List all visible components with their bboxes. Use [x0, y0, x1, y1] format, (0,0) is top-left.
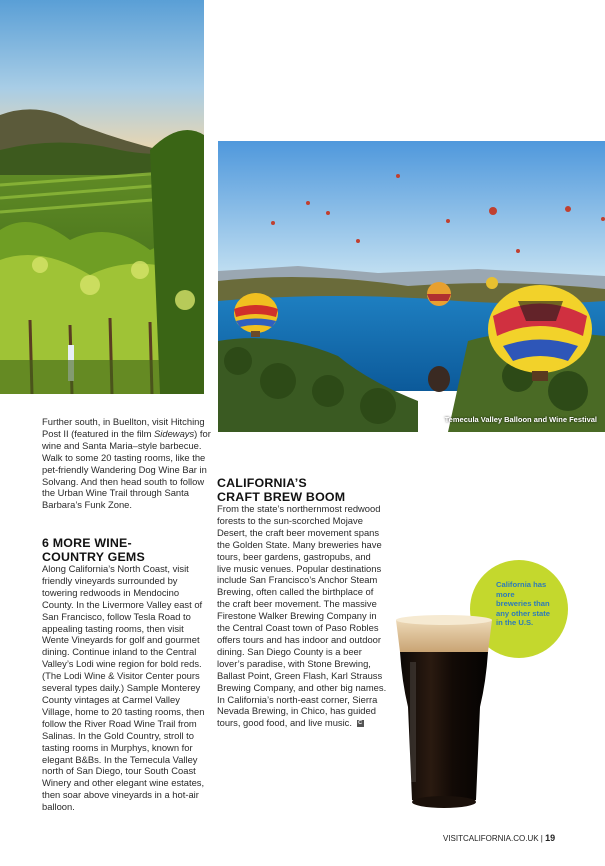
craft-brew-body: [217, 503, 387, 729]
footer-site: VISITCALIFORNIA.CO.UK: [443, 834, 539, 843]
balloon-photo: [218, 141, 605, 432]
brew-heading-line2: CRAFT BREW BOOM: [217, 489, 346, 504]
wine-gems-body: Along California’s North Coast, visit friendly vineyards surrounded by towering redwoods in Mendocino County. In the Livermore Valley east of San Francisco, follow Tesla Road to appealing tasting rooms, then visit Wente Vineyards for golf and gourmet dining. Continue inland to the Central Valley’s Lodi wine region for bold reds. (The Lodi Wine & Visitor Center pours several types daily.) Sample Monterey County vintages at Carmel Valley Village, home to 20 tasting rooms, then follow the River Road Wine Trail from Salinas. In the Gold Country, stroll to tasting rooms in Murphys, known for elegant B&Bs. In the Temecula Valley north of San Diego, tour South Coast Winery and other elegant wine estates, then soar above vineyards in a hot-air balloon.: [42, 563, 205, 813]
craft-brew-text: From the state’s northernmost redwood forests to the sun-scorched Mojave Desert, the craft beer movement spans the Golden State. Many breweries have tours, beer gardens, gastropubs, and live music venues. Popular destinations include San Francisco’s Anchor Steam Brewing, often called the birthplace of the craft beer movement. The massive Firestone Walker Brewing Company in the Central Coast town of Paso Robles offers tours and has indoor and outdoor dining. San Diego County is a beer lover’s paradise, with Stone Brewing, Ballast Point, Green Flash, Karl Strauss Brewing Company, and other big names. In California’s north-east corner, Sierra Nevada Brewing, in Chico, has guided tours, good food, and live music.: [217, 503, 387, 729]
wine-gems-heading: [42, 537, 212, 564]
footer-separator: |: [538, 834, 546, 843]
photo-caption: Temecula Valley Balloon and Wine Festival: [444, 415, 597, 424]
film-title: Sideways: [154, 427, 195, 439]
intro-paragraph: [42, 416, 212, 511]
intro-text-2: ) for wine and Santa Maria–style barbecue. Walk to some 20 tasting rooms, like the pet-friendly Wandering Dog Wine Bar in Solvang. And then head south to follow the Urban Wine Trail through Santa Barbara’s Funk Zone.: [42, 427, 211, 511]
page-footer: [443, 833, 555, 843]
vineyard-photo: [0, 0, 204, 394]
page-number: 19: [545, 833, 556, 843]
beer-glass-photo: [388, 612, 500, 812]
end-mark-icon: C: [358, 720, 363, 727]
brew-heading-line1: CALIFORNIA’S: [217, 476, 307, 490]
fact-bubble-text: California has more breweries than any other state in the U.S.: [496, 580, 551, 628]
wine-heading-line2: COUNTRY GEMS: [42, 549, 145, 564]
intro-text-1: Further south, in Buellton, visit Hitching Post II (featured in the film: [42, 416, 205, 439]
craft-brew-heading: [217, 477, 387, 504]
wine-heading-line1: 6 MORE WINE-: [42, 536, 132, 550]
